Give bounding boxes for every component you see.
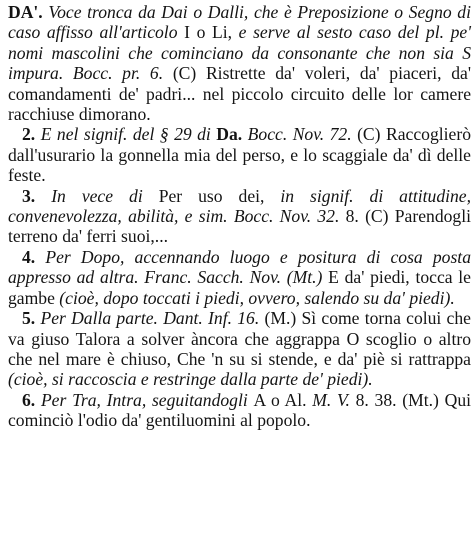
text-segment: Per Dopo, accennando luogo e positura di cosa posta appresso ad altra. Franc. Sacch. Nov. (Mt.) (8, 246, 471, 288)
text-segment: 8. 38. (Mt.) Qui cominciò l'odio da' gentiluomini al popolo. (8, 389, 472, 431)
text-segment: (C) Ristrette da' voleri, da' piaceri, da' comandamenti de' padri... nel piccolo circuito delle lor camere racchiuse dimorano. (8, 63, 471, 125)
sense-2 (8, 124, 471, 185)
text-segment: Bocc. Nov. 72. (247, 124, 358, 145)
text-segment: A o Al. (253, 389, 313, 410)
text-segment: Per Dalla parte. Dant. Inf. 16. (40, 308, 265, 329)
text-segment: Dai o Dalli, (161, 2, 254, 22)
text-segment: E da' piedi, tocca le gambe (8, 267, 471, 308)
text-segment: I o Li, (184, 22, 239, 43)
sense-3 (8, 186, 471, 247)
sense-6 (8, 390, 471, 431)
text-segment: 8. (C) Parendogli terreno da' ferri suoi,... (8, 206, 471, 247)
text-segment: e serve al sesto caso del pl. pe' nomi mascolini che cominciano da consonante che non sia S impura. Bocc. pr. 6. (8, 22, 471, 84)
text-segment (35, 247, 45, 267)
sense-number: 2. (22, 124, 36, 145)
sense-number: 6. (22, 389, 36, 410)
text-segment: (cioè, si raccoscia e restringe dalla parte de' piedi). (8, 369, 373, 390)
sense-4 (8, 247, 471, 308)
text-segment: Per uso dei, (158, 185, 281, 206)
sense-number: 4. (22, 246, 36, 267)
sense-number: 3. (22, 185, 36, 206)
text-segment: che è Preposizione o Segno di caso affisso all'articolo (8, 2, 471, 43)
sense-5 (8, 308, 471, 390)
text-segment: (M.) Sì come torna colui che va giuso Talora a solver àncora che aggrappa O scoglio o altro che nel mare è chiuso, Che 'n su si stende, e da' piè si rattrappa (8, 308, 471, 369)
text-segment: (C) Raccoglierò dall'usurario la gonnella mia del perso, e lo scaggiale da' dì delle feste. (8, 124, 471, 186)
text-segment: M. V. (312, 389, 356, 410)
text-segment: E nel signif. del § 29 di (40, 124, 217, 145)
sense-number: 5. (22, 308, 36, 329)
text-segment: Voce tronca da (48, 2, 162, 22)
entry-da (8, 2, 471, 124)
headword: DA'. (8, 2, 43, 22)
text-segment: Per Tra, Intra, seguitandogli (40, 389, 254, 410)
text-segment (35, 186, 51, 206)
text-segment: in signif. di attitudine, convenevolezza, abilità, e sim. Bocc. Nov. 32. (8, 185, 472, 227)
text-segment: Da. (216, 124, 248, 145)
text-segment: In vece di (51, 185, 159, 206)
text-segment: (cioè, dopo toccati i piedi, ovvero, salendo su da' piedi). (59, 287, 455, 308)
